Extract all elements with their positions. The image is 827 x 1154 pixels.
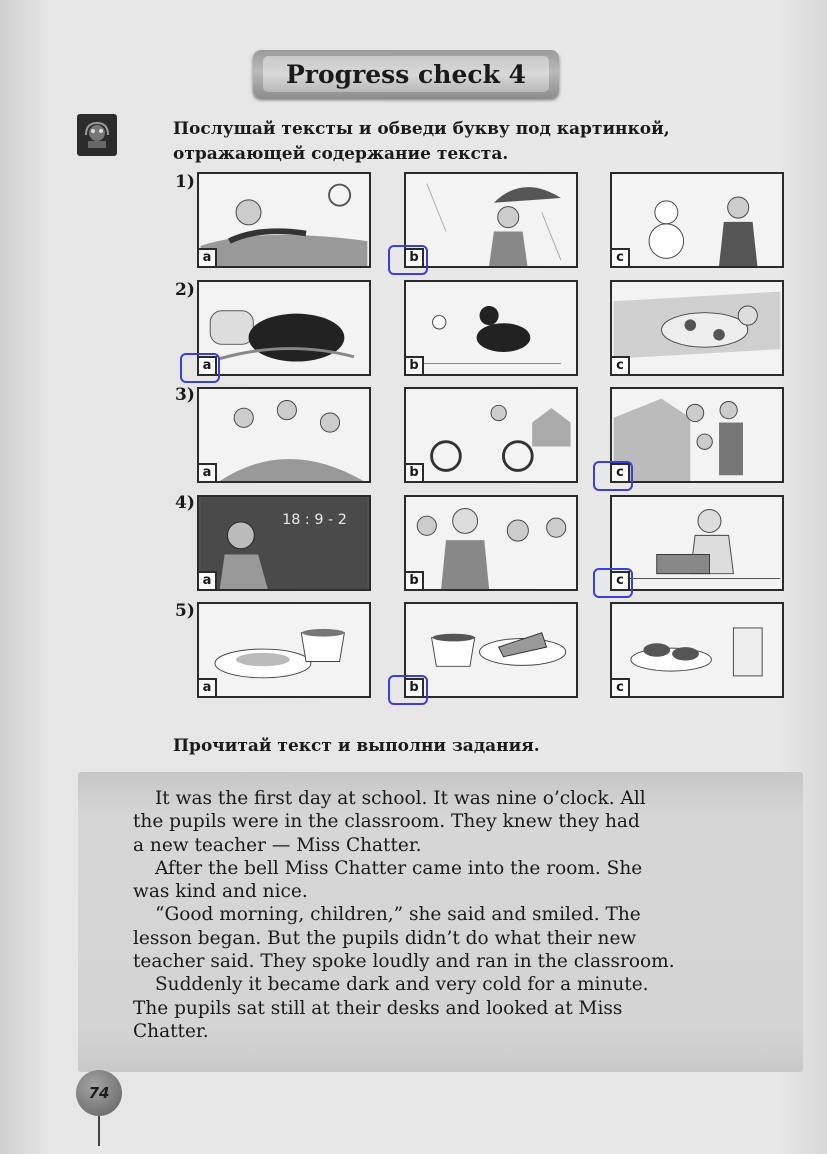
picture-2c-spotted-cat bbox=[610, 280, 784, 376]
text-line: a new teacher — Miss Chatter. bbox=[133, 834, 422, 856]
text-line: lesson began. But the pupils didn’t do what their new bbox=[133, 927, 637, 949]
text-line: It was the first day at school. It was nine o’clock. All bbox=[155, 788, 646, 809]
text-line: “Good morning, children,” she said and smiled. The bbox=[155, 904, 641, 926]
option-letter-5c[interactable]: c bbox=[610, 678, 630, 698]
page-title: Progress check 4 bbox=[263, 56, 549, 92]
option-letter-3b[interactable]: b bbox=[404, 463, 424, 483]
picture-4c-boy-reading bbox=[610, 495, 784, 591]
text-line: the pupils were in the classroom. They knew they had bbox=[133, 811, 640, 833]
picture-3b-bicycles bbox=[404, 387, 578, 483]
option-letter-4b[interactable]: b bbox=[404, 571, 424, 591]
row-number-5: 5) bbox=[175, 601, 195, 621]
reading-text bbox=[133, 787, 783, 1043]
picture-4a-blackboard bbox=[197, 495, 371, 591]
picture-1c-snowman bbox=[610, 172, 784, 268]
option-letter-5b[interactable]: b bbox=[404, 678, 424, 698]
option-letter-1a[interactable]: a bbox=[197, 248, 217, 268]
answer-circle-1b bbox=[388, 245, 428, 275]
row-number-2: 2) bbox=[175, 280, 195, 300]
picture-2a-sleeping-cat bbox=[197, 280, 371, 376]
picture-5a-porridge-tea bbox=[197, 602, 371, 698]
page-number: 74 bbox=[88, 1084, 110, 1102]
option-letter-3a[interactable]: a bbox=[197, 463, 217, 483]
headphones-icon bbox=[82, 119, 112, 151]
picture-5c-cookies-water bbox=[610, 602, 784, 698]
row-number-1: 1) bbox=[175, 172, 195, 192]
option-letter-2a[interactable]: a bbox=[197, 356, 217, 376]
picture-3c-family-house bbox=[610, 387, 784, 483]
picture-3a-picnic bbox=[197, 387, 371, 483]
text-line: Chatter. bbox=[133, 1020, 209, 1042]
row-number-4: 4) bbox=[175, 493, 195, 513]
picture-2b-cat-ball bbox=[404, 280, 578, 376]
answer-circle-4c bbox=[593, 568, 633, 598]
option-letter-3c[interactable]: c bbox=[610, 463, 630, 483]
option-letter-1b[interactable]: b bbox=[404, 248, 424, 268]
text-line: was kind and nice. bbox=[133, 881, 308, 903]
option-letter-2b[interactable]: b bbox=[404, 356, 424, 376]
option-letter-2c[interactable]: c bbox=[610, 356, 630, 376]
picture-4b-children bbox=[404, 495, 578, 591]
row-number-3: 3) bbox=[175, 385, 195, 405]
reading-instruction: Прочитай текст и выполни задания. bbox=[173, 736, 540, 756]
option-letter-5a[interactable]: a bbox=[197, 678, 217, 698]
option-letter-4c[interactable]: c bbox=[610, 571, 630, 591]
picture-5b-coffee-cake bbox=[404, 602, 578, 698]
listening-instruction: Послушай тексты и обведи букву под картинкой, отражающей содержание текста. bbox=[173, 119, 670, 164]
answer-circle-3c bbox=[593, 461, 633, 491]
text-line: The pupils sat still at their desks and looked at Miss bbox=[133, 997, 623, 1019]
text-line: teacher said. They spoke loudly and ran in the classroom. bbox=[133, 951, 675, 973]
option-letter-1c[interactable]: c bbox=[610, 248, 630, 268]
text-line: After the bell Miss Chatter came into the room. She bbox=[155, 857, 643, 879]
balloon-string bbox=[98, 1116, 100, 1146]
option-letter-4a[interactable]: a bbox=[197, 571, 217, 591]
title-banner bbox=[253, 50, 559, 98]
answer-circle-5b bbox=[388, 675, 428, 705]
picture-1b-rainy-umbrella bbox=[404, 172, 578, 268]
audio-cd-icon[interactable] bbox=[77, 114, 117, 156]
page-number-balloon bbox=[76, 1070, 122, 1116]
answer-circle-2a bbox=[180, 353, 220, 383]
blackboard-equation: 18 : 9 - 2 bbox=[282, 511, 347, 528]
picture-1a-sunny-beach bbox=[197, 172, 371, 268]
text-line: Suddenly it became dark and very cold for a minute. bbox=[155, 974, 649, 996]
